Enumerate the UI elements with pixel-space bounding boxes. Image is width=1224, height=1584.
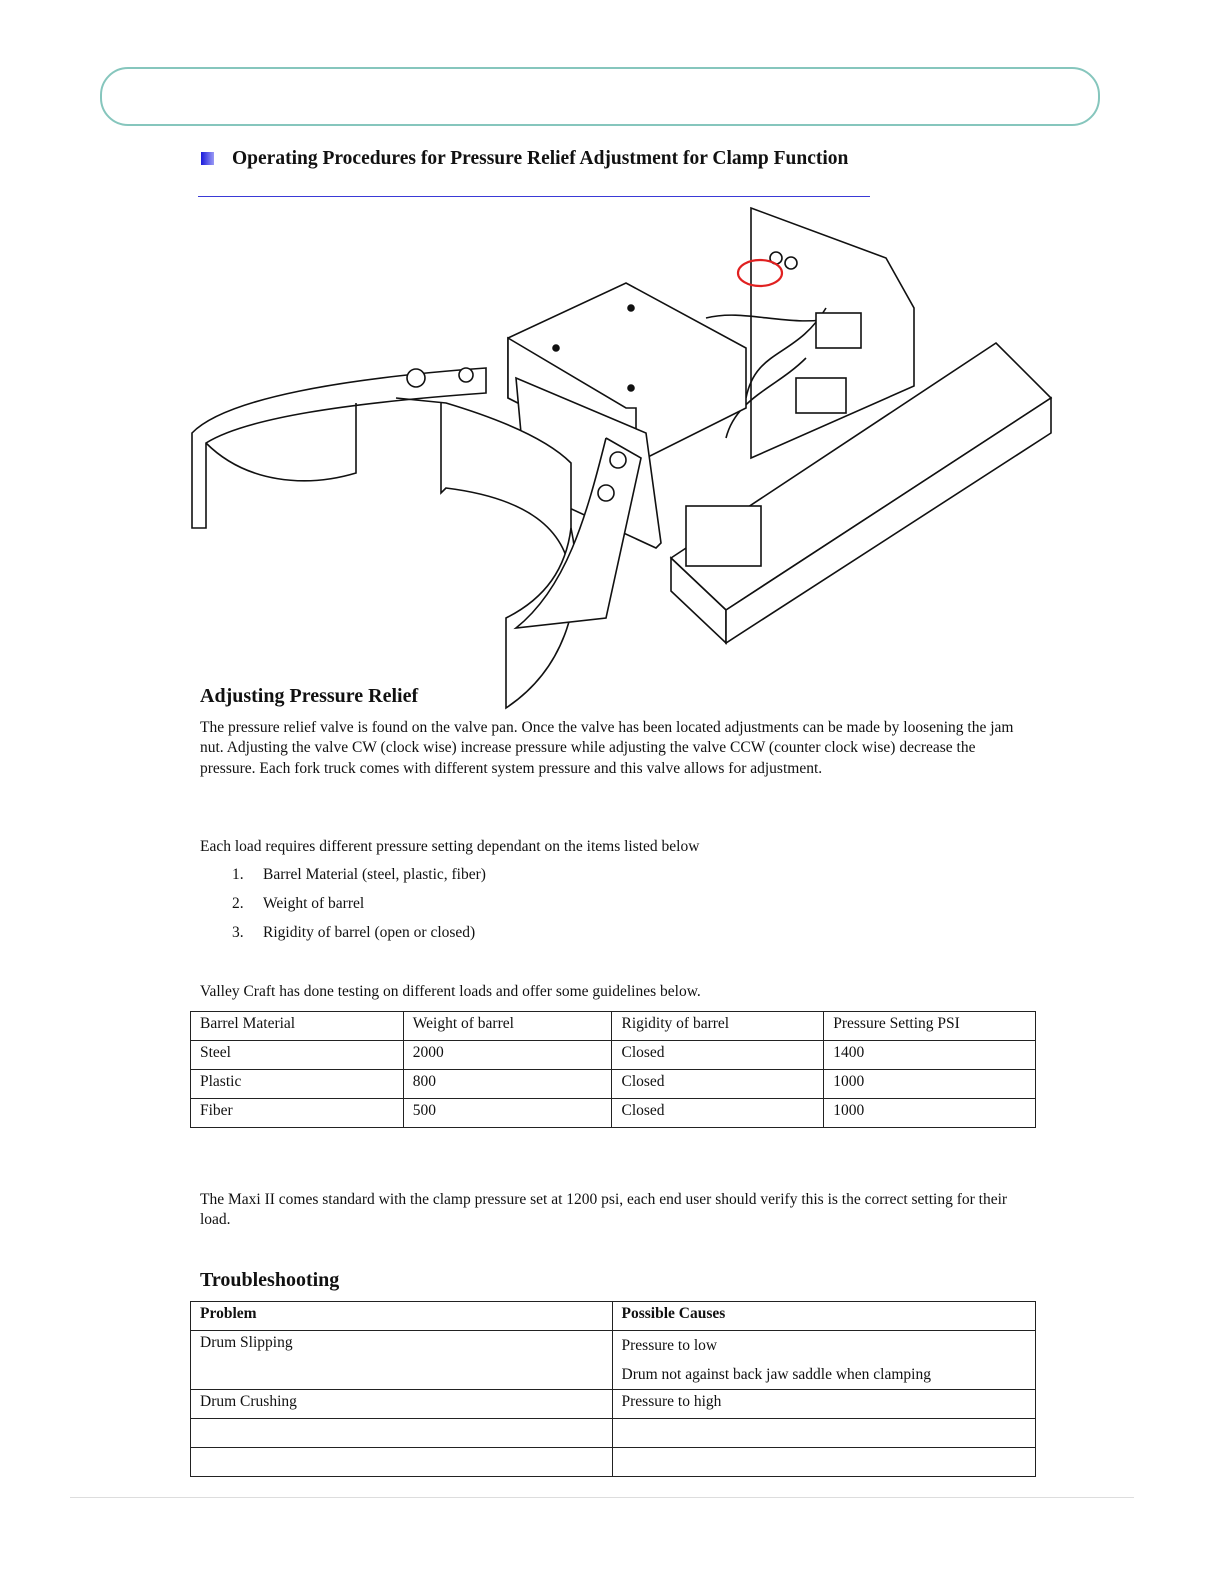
table-row [191, 1041, 1036, 1070]
base-block [686, 506, 761, 566]
header-cell: Barrel Material [191, 1012, 404, 1041]
problem-cell [191, 1419, 613, 1448]
table-row [191, 1099, 1036, 1128]
bullet-square-icon [201, 152, 214, 165]
problem-cell: Drum Crushing [191, 1390, 613, 1419]
section-heading-troubleshooting: Troubleshooting [200, 1269, 340, 1291]
troubleshooting-table [190, 1301, 1036, 1477]
table-intro: Valley Craft has done testing on different loads and offer some guidelines below. [200, 983, 701, 1000]
table-row [191, 1419, 1036, 1448]
header-cell: Possible Causes [612, 1302, 1036, 1331]
table-cell: Closed [612, 1099, 824, 1128]
list-item: Weight of barrel [263, 895, 365, 912]
clamp-attachment-drawing [186, 198, 1056, 713]
table-row [191, 1390, 1036, 1419]
cause-text: Drum not against back jaw saddle when clamping [621, 1366, 931, 1383]
pressure-guidelines-table [190, 1011, 1036, 1128]
causes-cell [612, 1331, 1036, 1390]
causes-cell [612, 1419, 1036, 1448]
table-row [191, 1070, 1036, 1099]
table-cell: 1400 [824, 1041, 1036, 1070]
table-header-row [191, 1302, 1036, 1331]
list-item: Rigidity of barrel (open or closed) [263, 924, 476, 941]
problem-cell [191, 1448, 613, 1477]
header-cell: Rigidity of barrel [612, 1012, 824, 1041]
header-cell: Problem [191, 1302, 613, 1331]
table-cell: 1000 [824, 1070, 1036, 1099]
table-cell: 500 [403, 1099, 612, 1128]
table-header-row [191, 1012, 1036, 1041]
default-pressure-note: The Maxi II comes standard with the clamp pressure set at 1200 psi, each end user should verify this is the correct setting for their load. [200, 1191, 1008, 1229]
cause-text: Pressure to low [621, 1337, 718, 1354]
table-cell: 800 [403, 1070, 612, 1099]
causes-cell: Pressure to high [612, 1390, 1036, 1419]
problem-cell: Drum Slipping [191, 1331, 613, 1390]
table-cell: 1000 [824, 1099, 1036, 1128]
table-cell: 2000 [403, 1041, 612, 1070]
list-number: 3. [232, 924, 244, 941]
list-number: 1. [232, 866, 244, 883]
table-cell: Plastic [191, 1070, 404, 1099]
section-heading-adjusting: Adjusting Pressure Relief [200, 685, 419, 707]
table-cell: Closed [612, 1070, 824, 1099]
table-row [191, 1448, 1036, 1477]
page-title: Operating Procedures for Pressure Relief Adjustment for Clamp Function [232, 148, 849, 169]
adjusting-paragraph: The pressure relief valve is found on the valve pan. Once the valve has been located adjustments can be made by loosening the jam nut. Adjusting the valve CW (clock wise) increase pressure while adjusting the valve CCW (counter clock wise) decrease the pressure. Each fork truck comes with different system pressure and this valve allows for adjustment. [200, 719, 1014, 777]
list-number: 2. [232, 895, 244, 912]
causes-cell [612, 1448, 1036, 1477]
page-header-box [100, 67, 1100, 126]
footer-rule [70, 1497, 1134, 1498]
table-cell: Closed [612, 1041, 824, 1070]
title-rule [198, 196, 870, 197]
table-row [191, 1331, 1036, 1390]
table-cell: Steel [191, 1041, 404, 1070]
header-cell: Pressure Setting PSI [824, 1012, 1036, 1041]
header-cell: Weight of barrel [403, 1012, 612, 1041]
list-intro: Each load requires different pressure setting dependant on the items listed below [200, 838, 700, 855]
table-cell: Fiber [191, 1099, 404, 1128]
list-item: Barrel Material (steel, plastic, fiber) [263, 866, 486, 883]
